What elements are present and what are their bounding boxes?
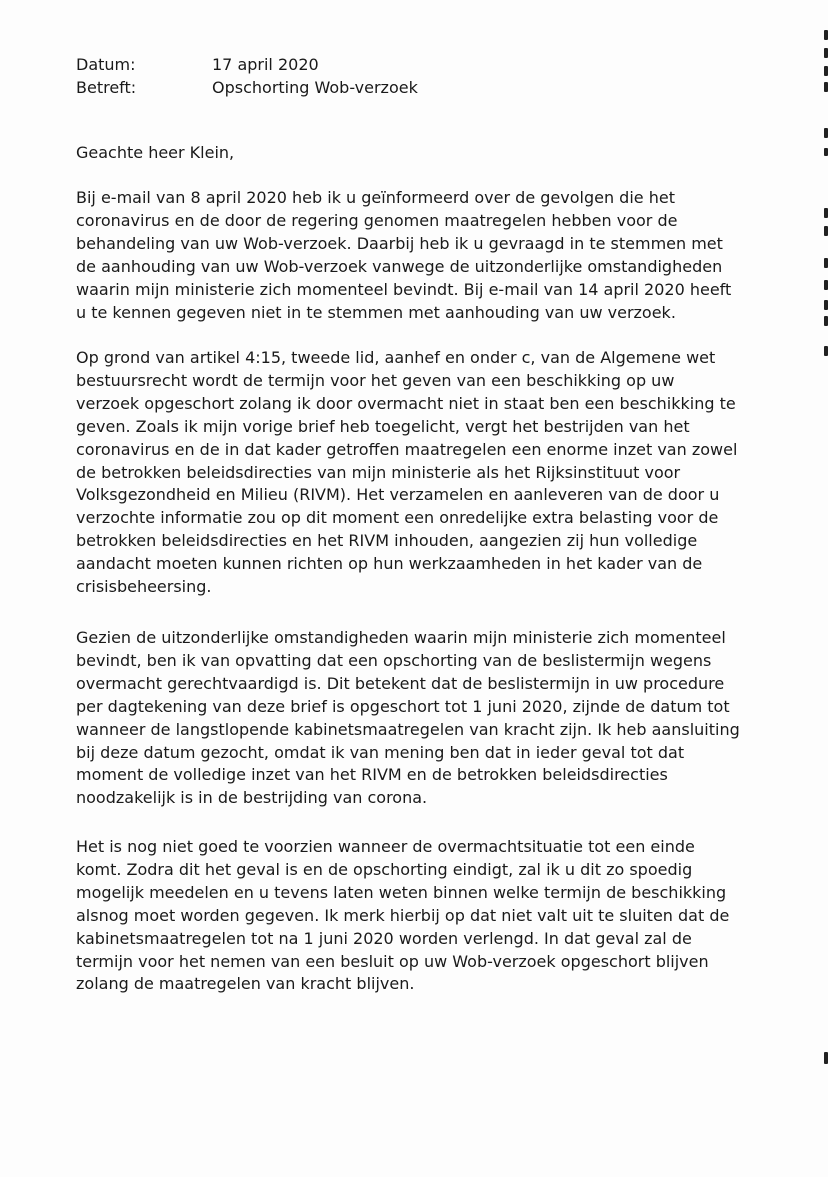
- paragraph-line: Volksgezondheid en Milieu (RIVM). Het verzamelen en aanleveren van de door u: [76, 485, 720, 505]
- paragraph-line: u te kennen gegeven niet in te stemmen met aanhouding van uw verzoek.: [76, 302, 676, 322]
- paragraph-line: per dagtekening van deze brief is opgeschort tot 1 juni 2020, zijnde de datum tot: [76, 696, 730, 716]
- paragraph-1: [76, 187, 806, 324]
- edge-mark: [824, 66, 828, 76]
- paragraph-line: verzoek opgeschort zolang ik door overmacht niet in staat ben een beschikking te: [76, 393, 736, 413]
- edge-mark: [824, 30, 828, 40]
- paragraph-line: noodzakelijk is in de bestrijding van corona.: [76, 788, 428, 808]
- edge-mark: [824, 226, 828, 236]
- paragraph-line: de betrokken beleidsdirecties van mijn ministerie als het Rijksinstituut voor: [76, 462, 681, 482]
- edge-mark: [824, 1052, 828, 1064]
- paragraph-line: geven. Zoals ik mijn vorige brief heb toegelicht, vergt het bestrijden van het: [76, 416, 690, 436]
- subject-row: [76, 76, 418, 99]
- paragraph-line: betrokken beleidsdirecties en het RIVM inhouden, aangezien zij hun volledige: [76, 531, 698, 551]
- edge-mark: [824, 280, 828, 290]
- paragraph-line: Bij e-mail van 8 april 2020 heb ik u geïnformeerd over de gevolgen die het: [76, 188, 675, 207]
- paragraph-line: behandeling van uw Wob-verzoek. Daarbij heb ik u gevraagd in te stemmen met: [76, 233, 723, 253]
- date-value: 17 april 2020: [212, 55, 319, 74]
- date-label: Datum:: [76, 55, 136, 74]
- paragraph-line: de aanhouding van uw Wob-verzoek vanwege de uitzonderlijke omstandigheden: [76, 256, 723, 276]
- paragraph-line: overmacht gerechtvaardigd is. Dit betekent dat de beslistermijn in uw procedure: [76, 673, 725, 693]
- edge-mark: [824, 128, 828, 138]
- paragraph-line: Op grond van artikel 4:15, tweede lid, aanhef en onder c, van de Algemene wet: [76, 348, 716, 367]
- paragraph-line: bevindt, ben ik van opvatting dat een opschorting van de beslistermijn wegens: [76, 650, 712, 670]
- paragraph-line: coronavirus en de door de regering genomen maatregelen hebben voor de: [76, 210, 678, 230]
- edge-mark: [824, 208, 828, 218]
- paragraph-line: Gezien de uitzonderlijke omstandigheden waarin mijn ministerie zich momenteel: [76, 628, 726, 647]
- paragraph-line: waarin mijn ministerie zich momenteel bevindt. Bij e-mail van 14 april 2020 heeft: [76, 279, 732, 299]
- salutation: Geachte heer Klein,: [76, 143, 235, 162]
- edge-mark: [824, 316, 828, 326]
- paragraph-line: wanneer de langstlopende kabinetsmaatregelen van kracht zijn. Ik heb aansluiting: [76, 719, 740, 739]
- edge-mark: [824, 48, 828, 58]
- paragraph-line: alsnog moet worden gegeven. Ik merk hierbij op dat niet valt uit te sluiten dat de: [76, 905, 730, 925]
- paragraph-line: bij deze datum gezocht, omdat ik van mening ben dat in ieder geval tot dat: [76, 742, 685, 762]
- letter-header: [76, 53, 418, 99]
- paragraph-2: [76, 347, 806, 599]
- subject-label: Betreft:: [76, 78, 137, 97]
- subject-value: Opschorting Wob-verzoek: [212, 78, 418, 97]
- paragraph-line: termijn voor het nemen van een besluit op uw Wob-verzoek opgeschort blijven: [76, 951, 709, 971]
- paragraph-line: crisisbeheersing.: [76, 577, 212, 597]
- edge-mark: [824, 258, 828, 268]
- date-row: [76, 53, 418, 76]
- edge-mark: [824, 300, 828, 310]
- paragraph-line: bestuursrecht wordt de termijn voor het geven van een beschikking op uw: [76, 370, 675, 390]
- paragraph-line: Het is nog niet goed te voorzien wanneer de overmachtsituatie tot een einde: [76, 837, 695, 856]
- paragraph-line: coronavirus en de in dat kader getroffen maatregelen een enorme inzet van zowel: [76, 439, 738, 459]
- paragraph-line: komt. Zodra dit het geval is en de opschorting eindigt, zal ik u dit zo spoedig: [76, 859, 693, 879]
- paragraph-line: kabinetsmaatregelen tot na 1 juni 2020 worden verlengd. In dat geval zal de: [76, 928, 692, 948]
- paragraph-line: aandacht moeten kunnen richten op hun werkzaamheden in het kader van de: [76, 554, 703, 574]
- paragraph-line: mogelijk meedelen en u tevens laten weten binnen welke termijn de beschikking: [76, 882, 727, 902]
- edge-mark: [824, 346, 828, 356]
- paragraph-line: verzochte informatie zou op dit moment een onredelijke extra belasting voor de: [76, 508, 719, 528]
- edge-mark: [824, 148, 828, 156]
- edge-mark: [824, 82, 828, 92]
- adjacent-page-edge: [820, 0, 828, 1177]
- paragraph-3: [76, 627, 806, 810]
- paragraph-line: zolang de maatregelen van kracht blijven.: [76, 974, 415, 994]
- paragraph-line: moment de volledige inzet van het RIVM en de betrokken beleidsdirecties: [76, 765, 668, 785]
- paragraph-4: [76, 836, 806, 996]
